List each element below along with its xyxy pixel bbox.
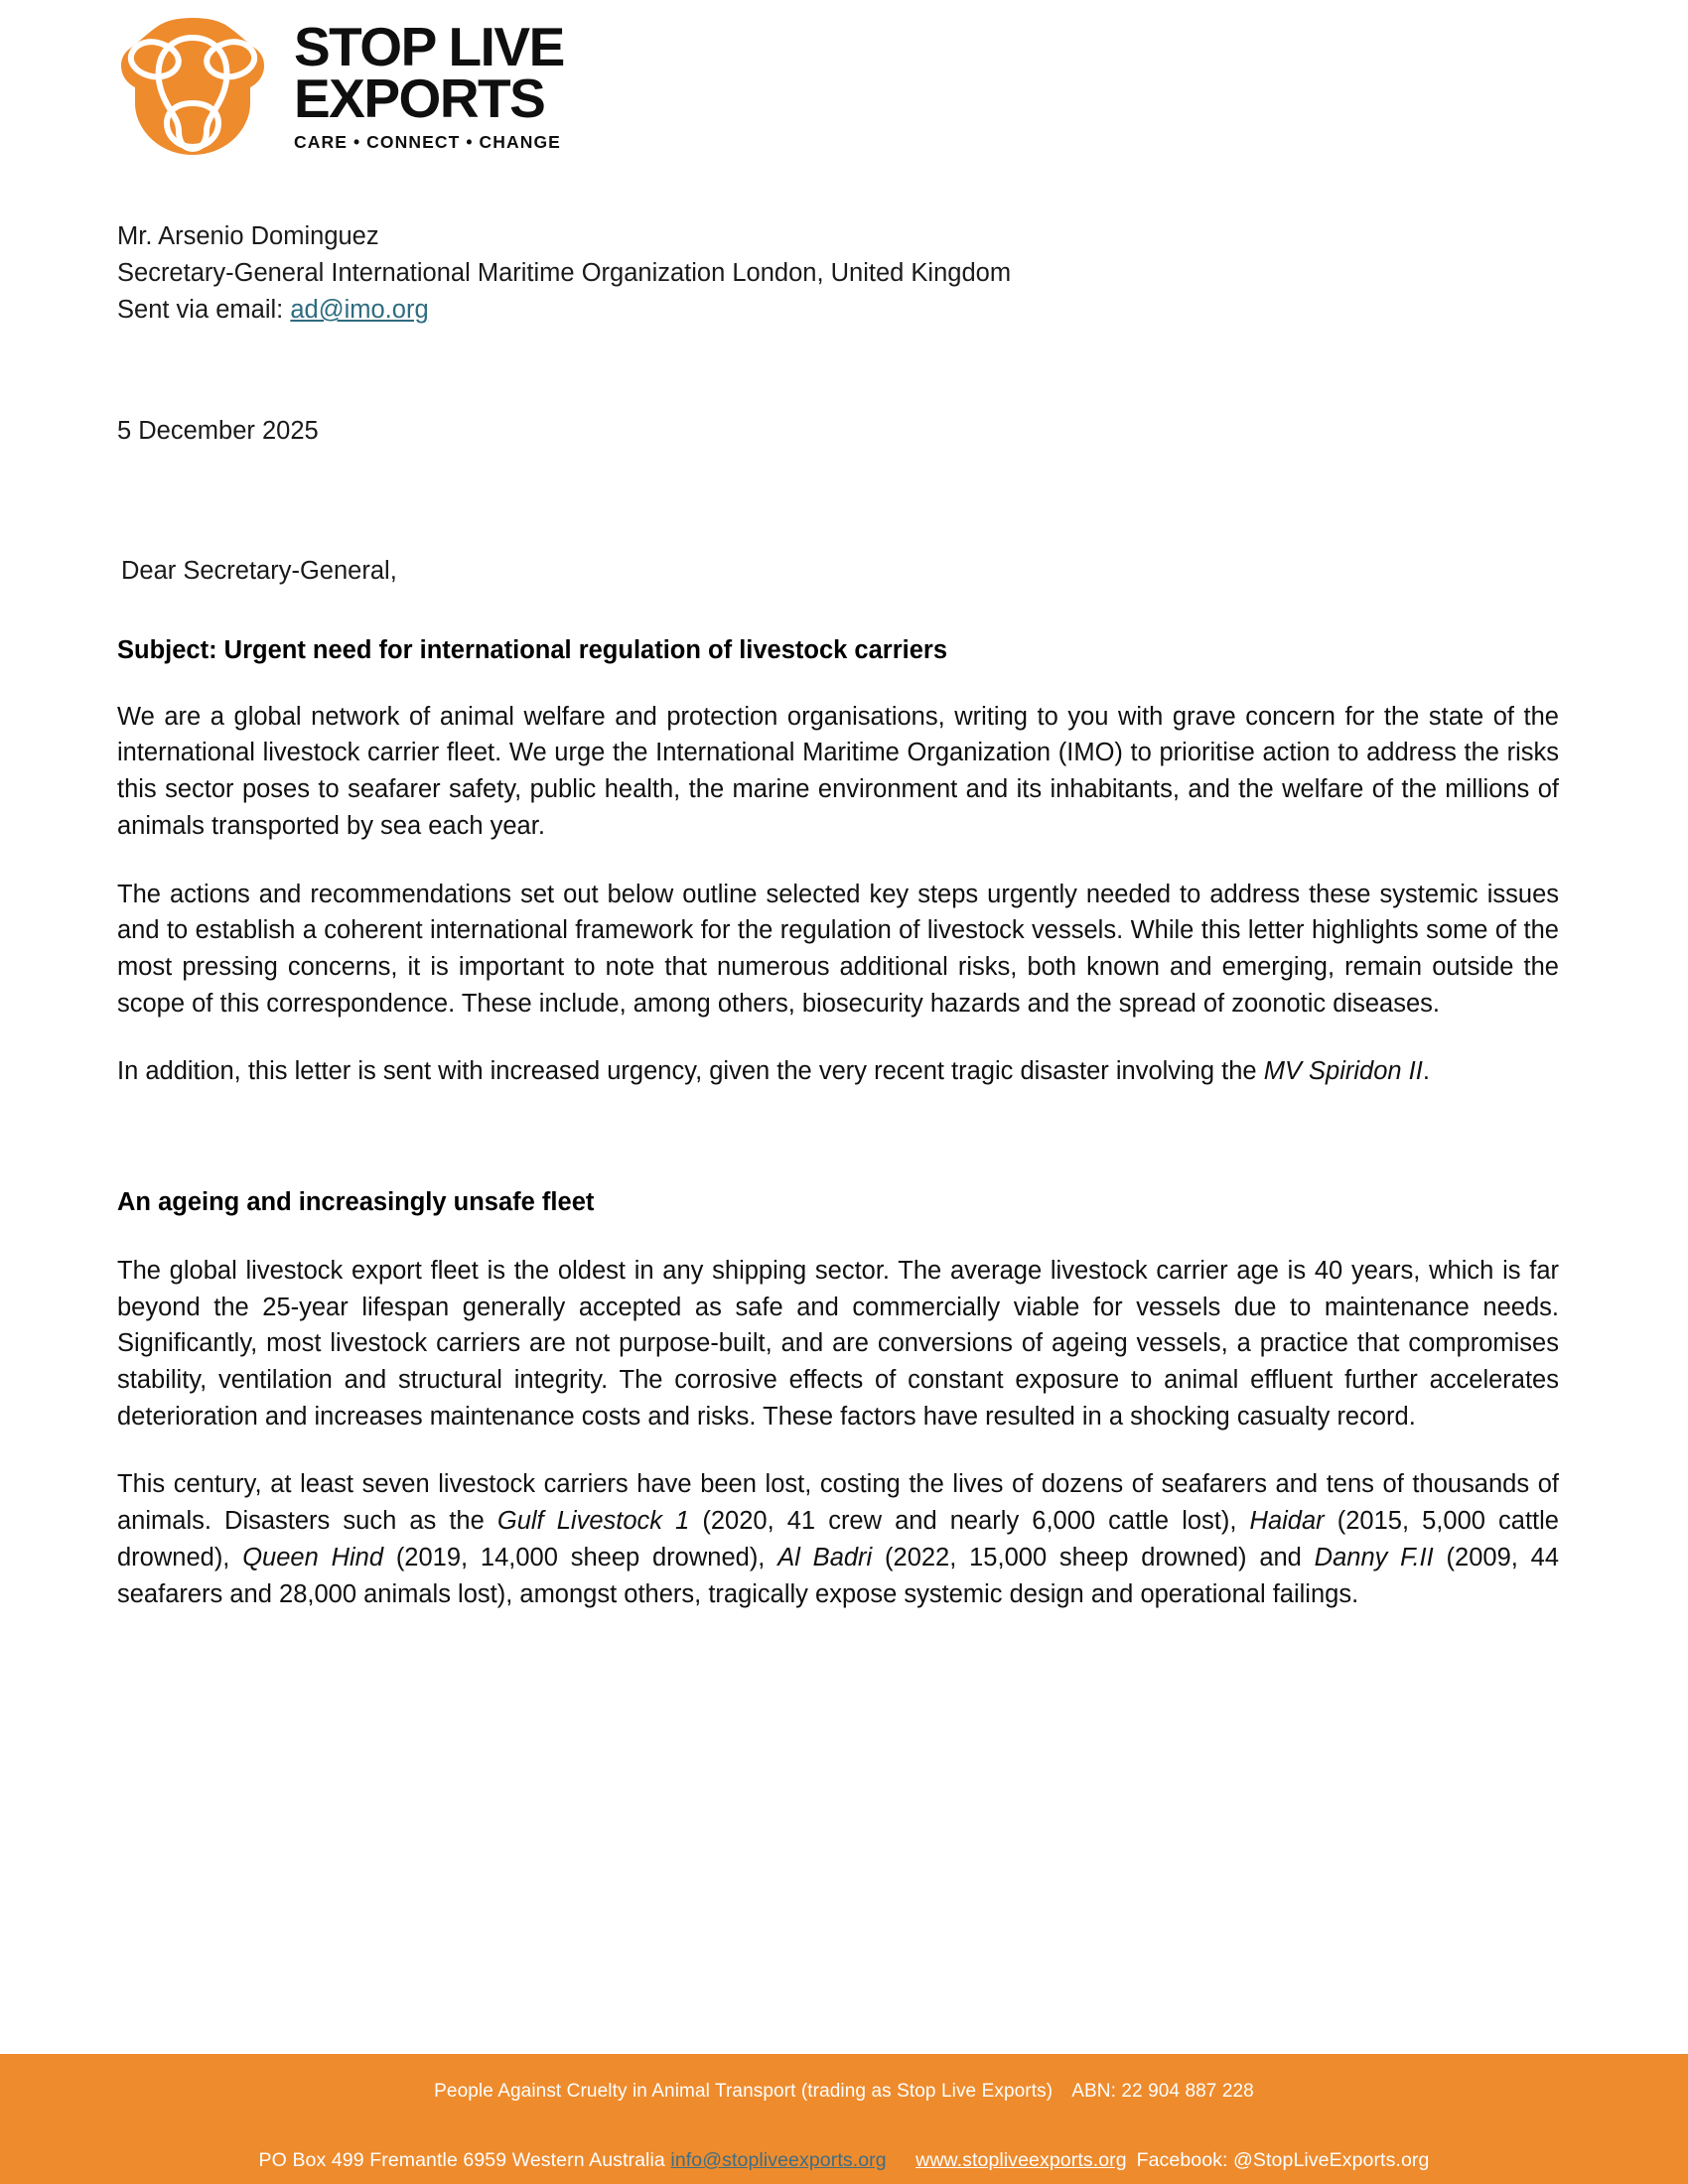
recipient-block [117, 218, 1559, 330]
paragraph-2: The actions and recommendations set out below outline selected key steps urgently needed to address these systemic issues and to establish a coherent international framework for the regulation of livestock vessels. While this letter highlights some of the most pressing concerns, it is important to note that numerous additional risks, both known and emerging, remain outside the scope of this correspondence. These include, among others, biosecurity hazards and the spread of zoonotic diseases. [117, 880, 1559, 1018]
section1-paragraph-2 [117, 1466, 1559, 1612]
section1-paragraph-1: The global livestock export fleet is the oldest in any shipping sector. The average livestock carrier age is 40 years, which is far beyond the 25-year lifespan generally accepted as safe and commercially viable for vessels due to maintenance needs. Significantly, most livestock carriers are not purpose-built, and are conversions of ageing vessels, a practice that compromises stability, ventilation and structural integrity. The corrosive effects of constant exposure to animal effluent further accelerates deterioration and increases maintenance costs and risks. These factors have resulted in a shocking casualty record. [117, 1256, 1559, 1431]
recipient-name: Mr. Arsenio Dominguez [117, 222, 379, 250]
salutation: Dear Secretary-General, [121, 557, 397, 586]
s1p2-seg-2: (2020, 41 crew and nearly 6,000 cattle lost), [689, 1507, 1250, 1536]
footer-website-link[interactable]: www.stopliveexports.org [915, 2149, 1127, 2171]
footer-email-link[interactable]: info@stopliveexports.org [670, 2149, 887, 2171]
s1p2-seg-6: (2009, 44 seafarers and 28,000 animals lost), amongst others, tragically expose systemic design and operational failings. [117, 1543, 1560, 1608]
s1p2-seg-4: (2019, 14,000 sheep drowned), [383, 1543, 778, 1571]
page-footer [0, 2054, 1688, 2184]
ship-name-queen-hind: Queen Hind [242, 1543, 384, 1571]
paragraph-3-lead: In addition, this letter is sent with increased urgency, given the very recent tragic disaster involving the [117, 1057, 1264, 1086]
paragraph-3 [117, 1053, 1559, 1090]
subject-line: Subject: Urgent need for international regulation of livestock carriers [117, 636, 948, 665]
logo-line-2: EXPORTS [294, 68, 545, 129]
logo-line-1: STOP LIVE [294, 16, 564, 78]
s1p2-seg-3: (2015, 5,000 cattle drowned), [117, 1507, 1559, 1571]
footer-org-line: People Against Cruelty in Animal Transport (trading as Stop Live Exports) ABN: 22 904 887 228 [434, 2081, 1254, 2102]
sent-via-label: Sent via email: [117, 296, 291, 325]
ship-name-spiridon: MV Spiridon II [1263, 1057, 1423, 1086]
ship-name-gulf-livestock-1: Gulf Livestock 1 [496, 1507, 690, 1536]
paragraph-3-tail: . [1422, 1057, 1430, 1086]
recipient-email-link[interactable]: ad@imo.org [290, 296, 429, 325]
letterhead [117, 12, 564, 159]
ship-name-haidar: Haidar [1249, 1507, 1325, 1536]
recipient-email-line [117, 292, 1559, 329]
recipient-title: Secretary-General International Maritime Organization London, United Kingdom [117, 259, 1012, 288]
cow-head-icon [117, 12, 268, 159]
footer-social: Facebook: @StopLiveExports.org [1126, 2149, 1430, 2171]
section-heading-ageing-fleet: An ageing and increasingly unsafe fleet [117, 1188, 595, 1217]
footer-spacer [887, 2149, 915, 2171]
letter-date: 5 December 2025 [117, 416, 319, 445]
s1p2-seg-5: (2022, 15,000 sheep drowned) and [872, 1543, 1315, 1571]
footer-address: PO Box 499 Fremantle 6959 Western Australia [258, 2149, 671, 2171]
paragraph-1: We are a global network of animal welfare and protection organisations, writing to you with grave concern for the state of the international livestock carrier fleet. We urge the International Maritime Organization (IMO) to prioritise action to address the risks this sector poses to seafarer safety, public health, the marine environment and its inhabitants, and the welfare of the millions of animals transported by sea each year. [117, 702, 1559, 840]
footer-contact-line [0, 2149, 1688, 2172]
ship-name-danny-f2: Danny F.II [1314, 1543, 1434, 1571]
s1p2-seg-1: This century, at least seven livestock carriers have been lost, costing the lives of dozens of seafarers and tens of thousands of animals. Disasters such as the [117, 1470, 1559, 1536]
ship-name-al-badri: Al Badri [777, 1543, 873, 1571]
logo-tagline: CARE • CONNECT • CHANGE [294, 131, 561, 152]
logo-wordmark [294, 18, 564, 152]
letter-body [117, 218, 1559, 1612]
